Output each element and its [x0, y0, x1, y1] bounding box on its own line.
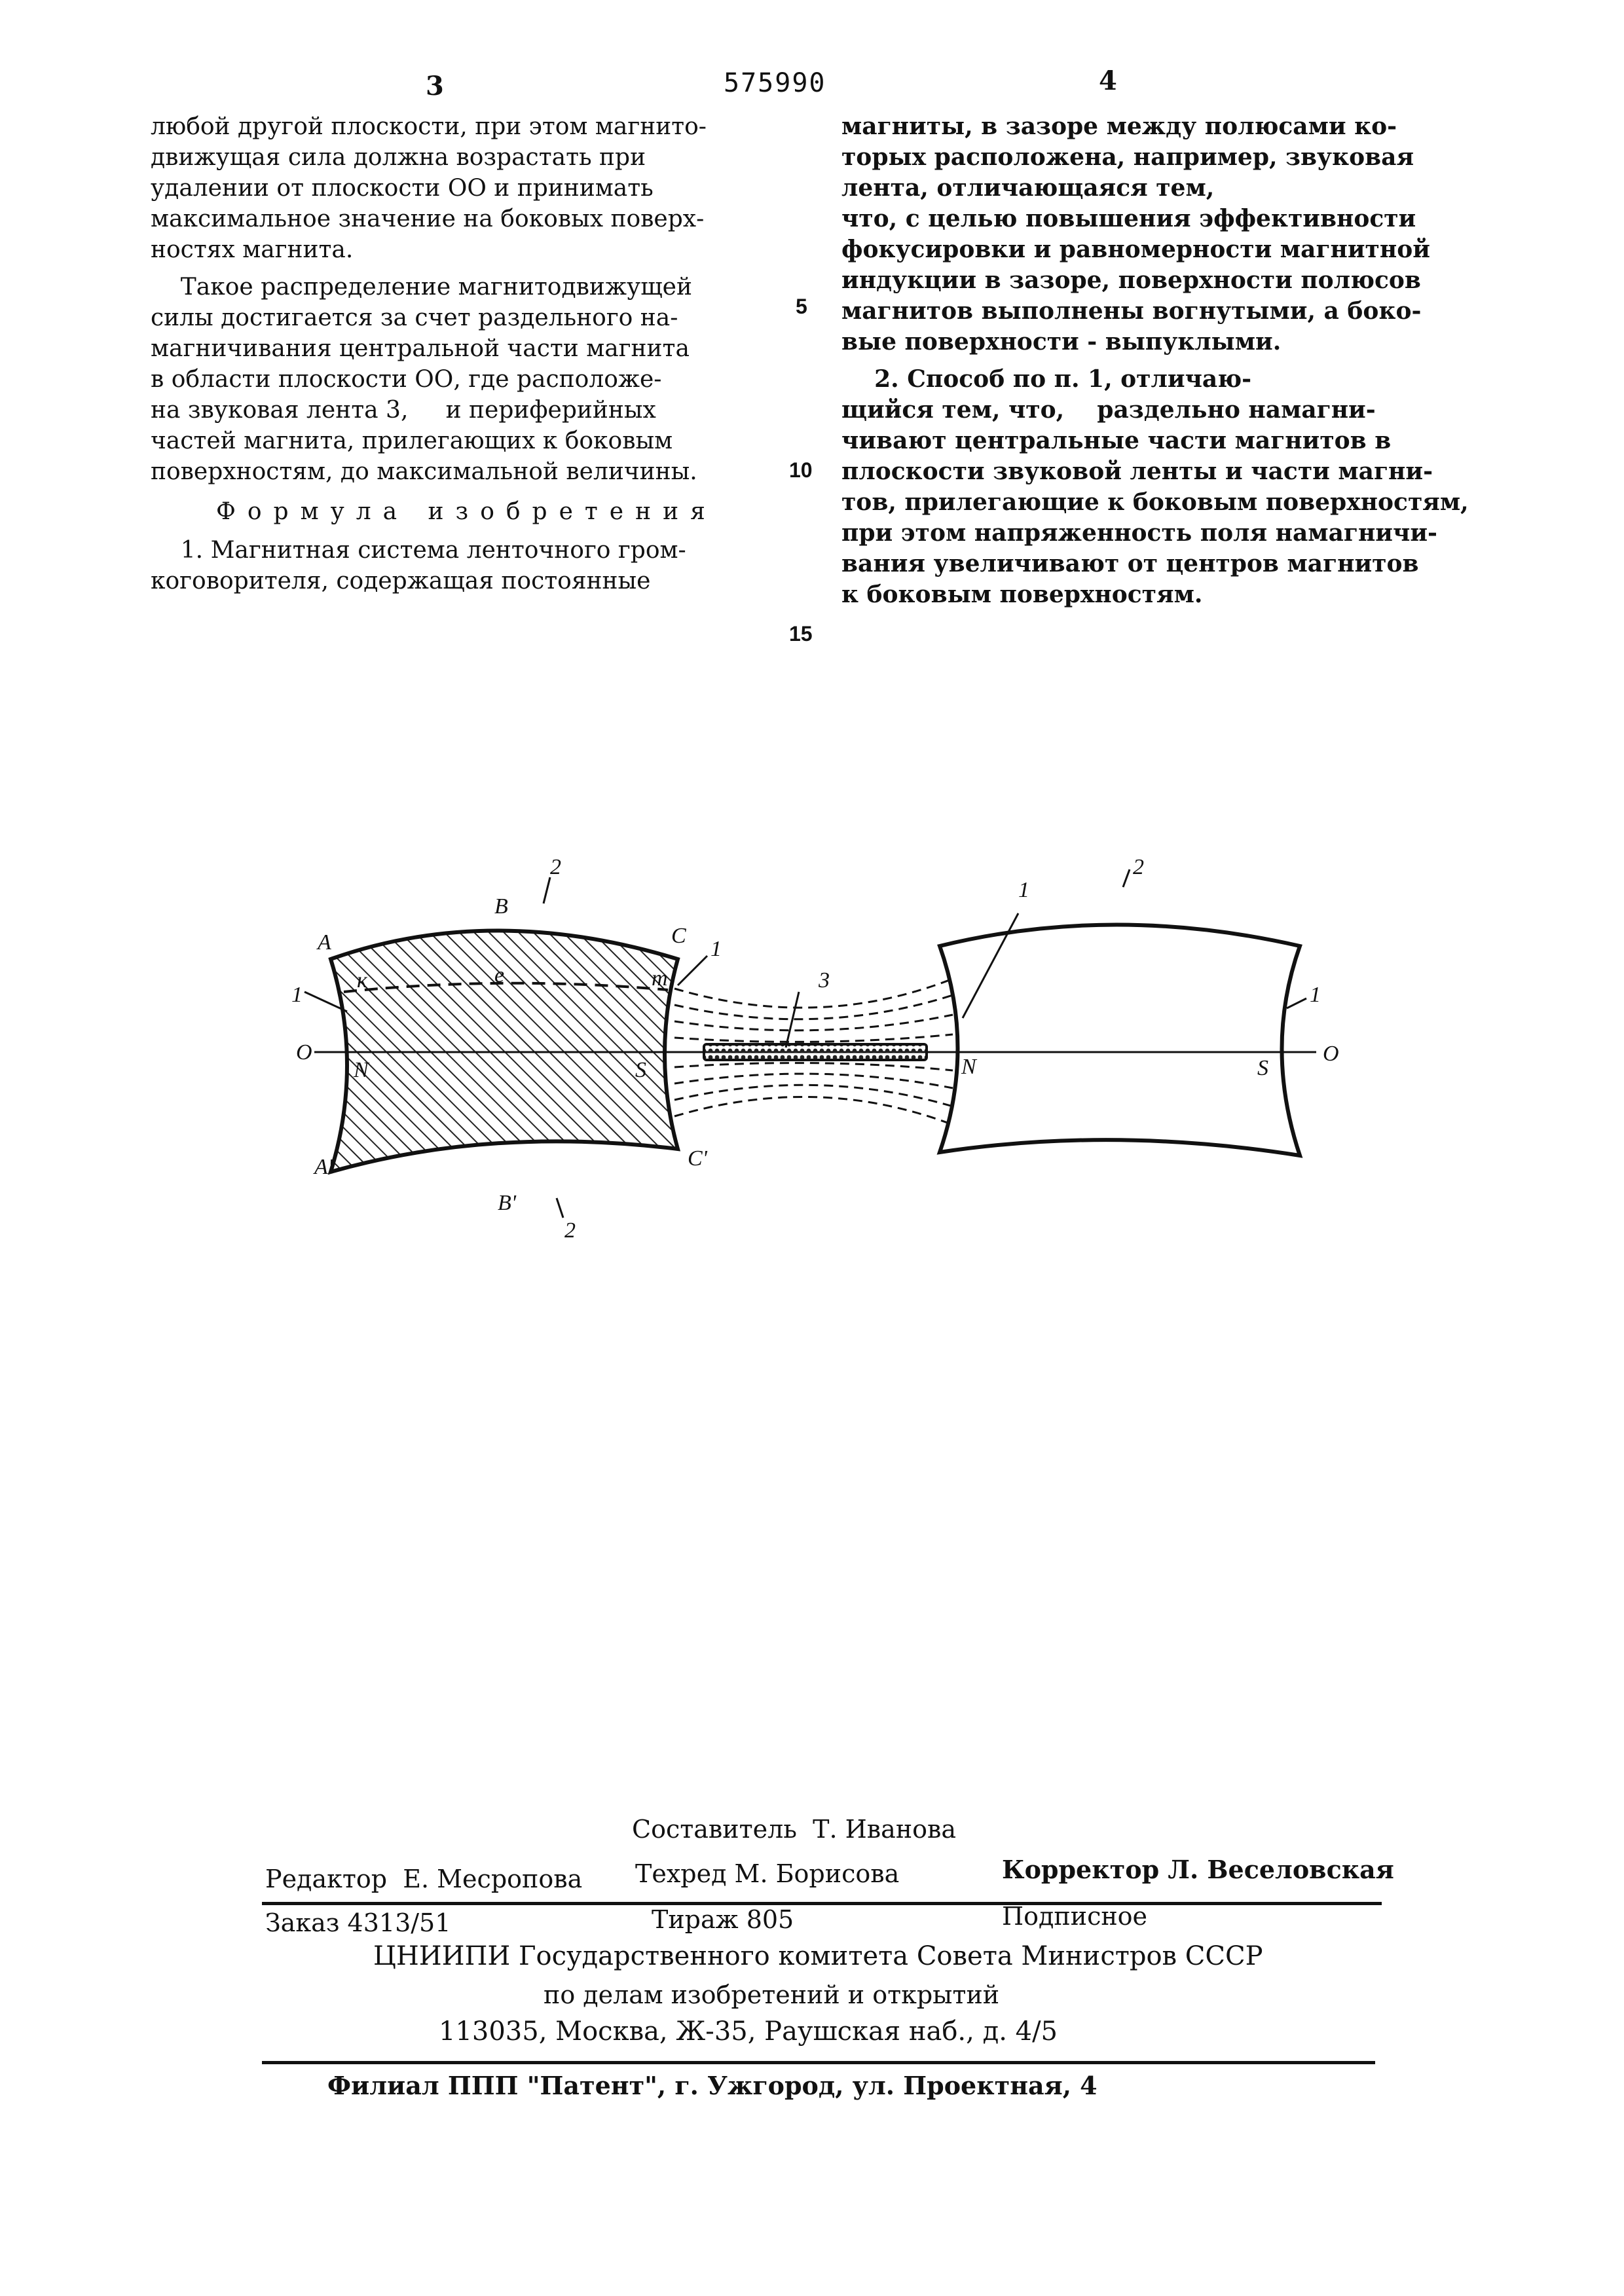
editor: Редактор Е. Месропова	[265, 1865, 583, 1893]
text-line: в области плоскости ОО, где расположе-	[151, 366, 662, 393]
label-o-right: O	[1323, 1042, 1339, 1066]
label-3: 3	[819, 968, 830, 993]
label-c: C	[671, 924, 686, 948]
divider	[262, 1902, 1382, 1905]
label-s-right: S	[1257, 1056, 1268, 1080]
organization-line-2: по делам изобретений и открытий	[544, 1980, 1000, 2009]
corrector: Корректор Л. Веселовская	[1002, 1855, 1394, 1884]
text-line: поверхностям, до максимальной величины.	[151, 458, 697, 485]
text-line: 2. Способ по п. 1, отличаю-	[841, 365, 1252, 393]
text-line: торых расположена, например, звуковая	[841, 143, 1414, 171]
text-line: магниты, в зазоре между полюсами ко-	[841, 113, 1397, 140]
text-line: чивают центральные части магнитов в	[841, 427, 1392, 454]
circulation: Тираж 805	[652, 1905, 794, 1934]
label-m: m	[652, 966, 668, 991]
text-line: лента, отличающаяся тем,	[841, 174, 1215, 202]
compiler: Составитель Т. Иванова	[632, 1815, 957, 1844]
text-line: магничивания центральной части магнита	[151, 335, 690, 362]
text-line: любой другой плоскости, при этом магнито-	[151, 113, 707, 140]
divider	[262, 2061, 1375, 2064]
text-line: индукции в зазоре, поверхности полюсов	[841, 266, 1421, 294]
techred: Техред М. Борисова	[635, 1859, 900, 1888]
label-1-mid: 1	[710, 937, 722, 961]
label-o-left: O	[296, 1040, 312, 1065]
text-line: ностях магнита.	[151, 236, 354, 263]
text-line: движущая сила должна возрастать при	[151, 144, 646, 171]
voice-ribbon	[704, 1044, 927, 1060]
label-n-left: N	[354, 1058, 369, 1082]
label-2-top-right: 2	[1133, 855, 1144, 879]
text-line: частей магнита, прилегающих к боковым	[151, 428, 673, 454]
text-line: тов, прилегающие к боковым поверхностям,	[841, 488, 1469, 516]
text-line: вые поверхности - выпуклыми.	[841, 328, 1282, 355]
line-number: 5	[796, 295, 807, 318]
label-s-left: S	[635, 1058, 646, 1082]
label-k: к	[357, 968, 367, 993]
line-number: 10	[789, 458, 813, 482]
text-line: максимальное значение на боковых поверх-	[151, 206, 705, 232]
label-e: e	[494, 963, 505, 987]
text-line: Такое распределение магнитодвижущей	[151, 274, 692, 301]
line-number: 15	[789, 622, 813, 646]
text-line: щийся тем, что, раздельно намагни-	[841, 396, 1376, 424]
label-c-prime: C'	[688, 1146, 707, 1171]
text-line: удалении от плоскости ОО и принимать	[151, 175, 654, 202]
text-line: при этом напряженность поля намагничи-	[841, 519, 1438, 547]
label-2-bottom-left: 2	[564, 1218, 576, 1243]
magnet-system-figure	[0, 818, 1624, 1277]
text-line: вания увеличивают от центров магнитов	[841, 550, 1419, 577]
left-column	[151, 111, 805, 596]
label-b: B	[494, 894, 508, 919]
text-line: силы достигается за счет раздельного на-	[151, 304, 678, 331]
patent-number: 575990	[724, 68, 826, 98]
subscription: Подписное	[1002, 1902, 1148, 1931]
label-n-right: N	[961, 1055, 976, 1079]
text-line: фокусировки и равномерности магнитной	[841, 236, 1430, 263]
label-1-left: 1	[291, 983, 303, 1007]
label-1-right: 1	[1310, 983, 1321, 1007]
text-line: плоскости звуковой ленты и части магни-	[841, 458, 1433, 485]
text-line: магнитов выполнены вогнутыми, а боко-	[841, 297, 1422, 325]
label-1-top-right: 1	[1018, 878, 1029, 902]
label-a-prime: A'	[314, 1155, 333, 1179]
label-2-top-left: 2	[550, 855, 561, 879]
label-a: A	[318, 930, 331, 955]
organization-line-1: ЦНИИПИ Государственного комитета Совета Министров СССР	[373, 1941, 1263, 1971]
page-number-right: 4	[1099, 65, 1117, 96]
claims-heading: Формула изобретения	[216, 498, 717, 525]
label-b-prime: B'	[498, 1191, 517, 1215]
text-line: коговорителя, содержащая постоянные	[151, 568, 651, 594]
text-line: на звуковая лента 3, и периферийных	[151, 397, 656, 424]
address: 113035, Москва, Ж-35, Раушская наб., д. 4/5	[439, 2016, 1058, 2047]
order-number: Заказ 4313/51	[265, 1908, 451, 1937]
text-line: 1. Магнитная система ленточного гром-	[151, 537, 686, 564]
page-number-left: 3	[426, 71, 444, 101]
text-line: что, с целью повышения эффективности	[841, 205, 1416, 232]
branch: Филиал ППП "Патент", г. Ужгород, ул. Проектная, 4	[327, 2071, 1098, 2100]
text-line: к боковым поверхностям.	[841, 581, 1203, 608]
right-column	[841, 111, 1509, 610]
